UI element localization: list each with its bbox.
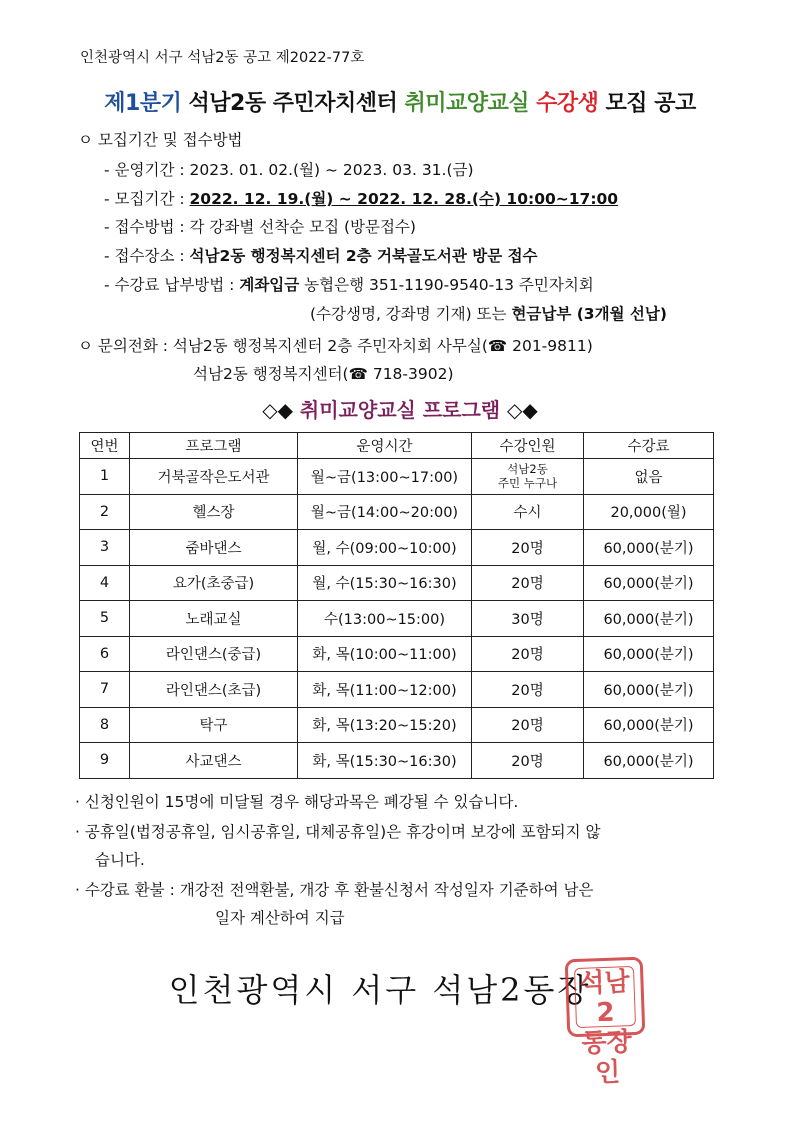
cell-program: 사교댄스 — [130, 743, 298, 779]
cell-capacity: 20명 — [472, 707, 584, 743]
cell-fee: 60,000(분기) — [584, 565, 714, 601]
application-place-label: - 접수장소 : — [104, 247, 190, 265]
col-header-no: 연번 — [80, 433, 130, 459]
cell-no: 8 — [80, 707, 130, 743]
recruit-period — [104, 187, 618, 209]
cell-fee: 없음 — [584, 459, 714, 495]
cell-capacity: 석남2동 주민 누구나 — [472, 459, 584, 495]
cell-time: 화, 목(13:20~15:20) — [298, 707, 472, 743]
page-title — [0, 86, 800, 117]
cell-fee: 60,000(분기) — [584, 636, 714, 672]
cell-program: 라인댄스(중급) — [130, 636, 298, 672]
cell-no: 7 — [80, 672, 130, 708]
col-header-capacity: 수강인원 — [472, 433, 584, 459]
official-seal-icon — [565, 957, 646, 1089]
cell-capacity: 20명 — [472, 636, 584, 672]
note-refund: · 수강료 환불 : 개강전 전액환불, 개강 후 환불신청서 작성일자 기준하여 남은 — [75, 881, 594, 899]
seal-text: 석남2 동장인 — [574, 966, 636, 1028]
table-row — [80, 494, 714, 530]
diamond-icon-right: ◇◆ — [507, 398, 538, 422]
section-recruitment-heading: ㅇ 모집기간 및 접수방법 — [78, 131, 243, 149]
table-row — [80, 707, 714, 743]
cell-fee: 60,000(분기) — [584, 672, 714, 708]
note-holidays-cont: 습니다. — [95, 851, 145, 869]
program-title-text: 취미교양교실 프로그램 — [292, 398, 508, 422]
title-quarter: 제1분기 — [104, 91, 182, 116]
fee-payment-cash: 현금납부 (3개월 선납) — [511, 305, 667, 323]
title-class: 취미교양교실 — [404, 91, 529, 116]
diamond-icon-left: ◇◆ — [262, 398, 293, 422]
cell-capacity: 30명 — [472, 601, 584, 637]
table-header-row — [80, 433, 714, 459]
cell-no: 1 — [80, 459, 130, 495]
cell-fee: 20,000(월) — [584, 494, 714, 530]
cell-no: 2 — [80, 494, 130, 530]
cell-time: 화, 목(11:00~12:00) — [298, 672, 472, 708]
col-header-fee: 수강료 — [584, 433, 714, 459]
table-row — [80, 636, 714, 672]
table-row — [80, 672, 714, 708]
operation-period — [104, 158, 474, 180]
application-place — [104, 244, 538, 266]
issuer-signature: 인천광역시 서구 석남2동장 — [168, 971, 592, 1009]
recruit-period-value: 2022. 12. 19.(월) ~ 2022. 12. 28.(수) 10:00~17:00 — [189, 190, 619, 208]
cell-program: 요가(초중급) — [130, 565, 298, 601]
document-number: 인천광역시 서구 석남2동 공고 제2022-77호 — [80, 50, 365, 66]
program-section-title — [0, 394, 800, 423]
cell-capacity: 20명 — [472, 565, 584, 601]
cell-program: 거북골작은도서관 — [130, 459, 298, 495]
cell-fee: 60,000(분기) — [584, 601, 714, 637]
note-cancellation: · 신청인원이 15명에 미달될 경우 해당과목은 폐강될 수 있습니다. — [75, 793, 519, 811]
note-holidays: · 공휴일(법정공휴일, 임시공휴일, 대체공휴일)은 휴강이며 보강에 포함되지 않 — [75, 823, 601, 841]
program-table — [79, 432, 714, 779]
cell-time: 화, 목(10:00~11:00) — [298, 636, 472, 672]
cell-program: 헬스장 — [130, 494, 298, 530]
note-refund-cont: 일자 계산하여 지급 — [215, 909, 345, 927]
table-row — [80, 565, 714, 601]
table-row — [80, 459, 714, 495]
col-header-program: 프로그램 — [130, 433, 298, 459]
application-method — [104, 215, 416, 237]
cell-program: 라인댄스(초급) — [130, 672, 298, 708]
cell-capacity: 20명 — [472, 672, 584, 708]
cell-no: 6 — [80, 636, 130, 672]
recruit-period-label: - 모집기간 : — [104, 190, 190, 208]
cell-time: 월, 수(15:30~16:30) — [298, 565, 472, 601]
table-row — [80, 743, 714, 779]
cell-program: 탁구 — [130, 707, 298, 743]
application-place-value: 석남2동 행정복지센터 2층 거북골도서관 방문 접수 — [189, 247, 538, 265]
cell-program: 노래교실 — [130, 601, 298, 637]
cell-no: 5 — [80, 601, 130, 637]
cell-time: 수(13:00~15:00) — [298, 601, 472, 637]
table-row — [80, 530, 714, 566]
operation-period-value: 2023. 01. 02.(월) ~ 2023. 03. 31.(금) — [189, 161, 474, 179]
cell-program: 줌바댄스 — [130, 530, 298, 566]
title-notice: 모집 공고 — [598, 91, 696, 116]
cell-capacity: 20명 — [472, 530, 584, 566]
fee-payment-cont — [310, 302, 667, 324]
application-method-value: 각 강좌별 선착순 모집 (방문접수) — [189, 218, 416, 236]
fee-payment-note: (수강생명, 강좌명 기재) 또는 — [310, 305, 512, 323]
application-method-label: - 접수방법 : — [104, 218, 190, 236]
cell-no: 3 — [80, 530, 130, 566]
cell-no: 4 — [80, 565, 130, 601]
cell-fee: 60,000(분기) — [584, 743, 714, 779]
fee-payment-account: 농협은행 351-1190-9540-13 주민자치회 — [299, 276, 594, 294]
contact-phone-2: 석남2동 행정복지센터(☎ 718-3902) — [193, 365, 454, 383]
cell-capacity: 20명 — [472, 743, 584, 779]
table-row — [80, 601, 714, 637]
cell-no: 9 — [80, 743, 130, 779]
title-center: 석남2동 주민자치센터 — [181, 91, 405, 116]
title-students: 수강생 — [528, 91, 599, 116]
cell-time: 월, 수(09:00~10:00) — [298, 530, 472, 566]
cell-fee: 60,000(분기) — [584, 530, 714, 566]
operation-period-label: - 운영기간 : — [104, 161, 190, 179]
contact-phone: ㅇ 문의전화 : 석남2동 행정복지센터 2층 주민자치회 사무실(☎ 201-9811) — [78, 337, 593, 355]
col-header-time: 운영시간 — [298, 433, 472, 459]
fee-payment — [104, 273, 594, 295]
cell-capacity: 수시 — [472, 494, 584, 530]
cell-time: 월~금(13:00~17:00) — [298, 459, 472, 495]
cell-time: 월~금(14:00~20:00) — [298, 494, 472, 530]
cell-time: 화, 목(15:30~16:30) — [298, 743, 472, 779]
cell-fee: 60,000(분기) — [584, 707, 714, 743]
fee-payment-bank-transfer: 계좌입금 — [239, 276, 300, 294]
fee-payment-label: - 수강료 납부방법 : — [104, 276, 240, 294]
